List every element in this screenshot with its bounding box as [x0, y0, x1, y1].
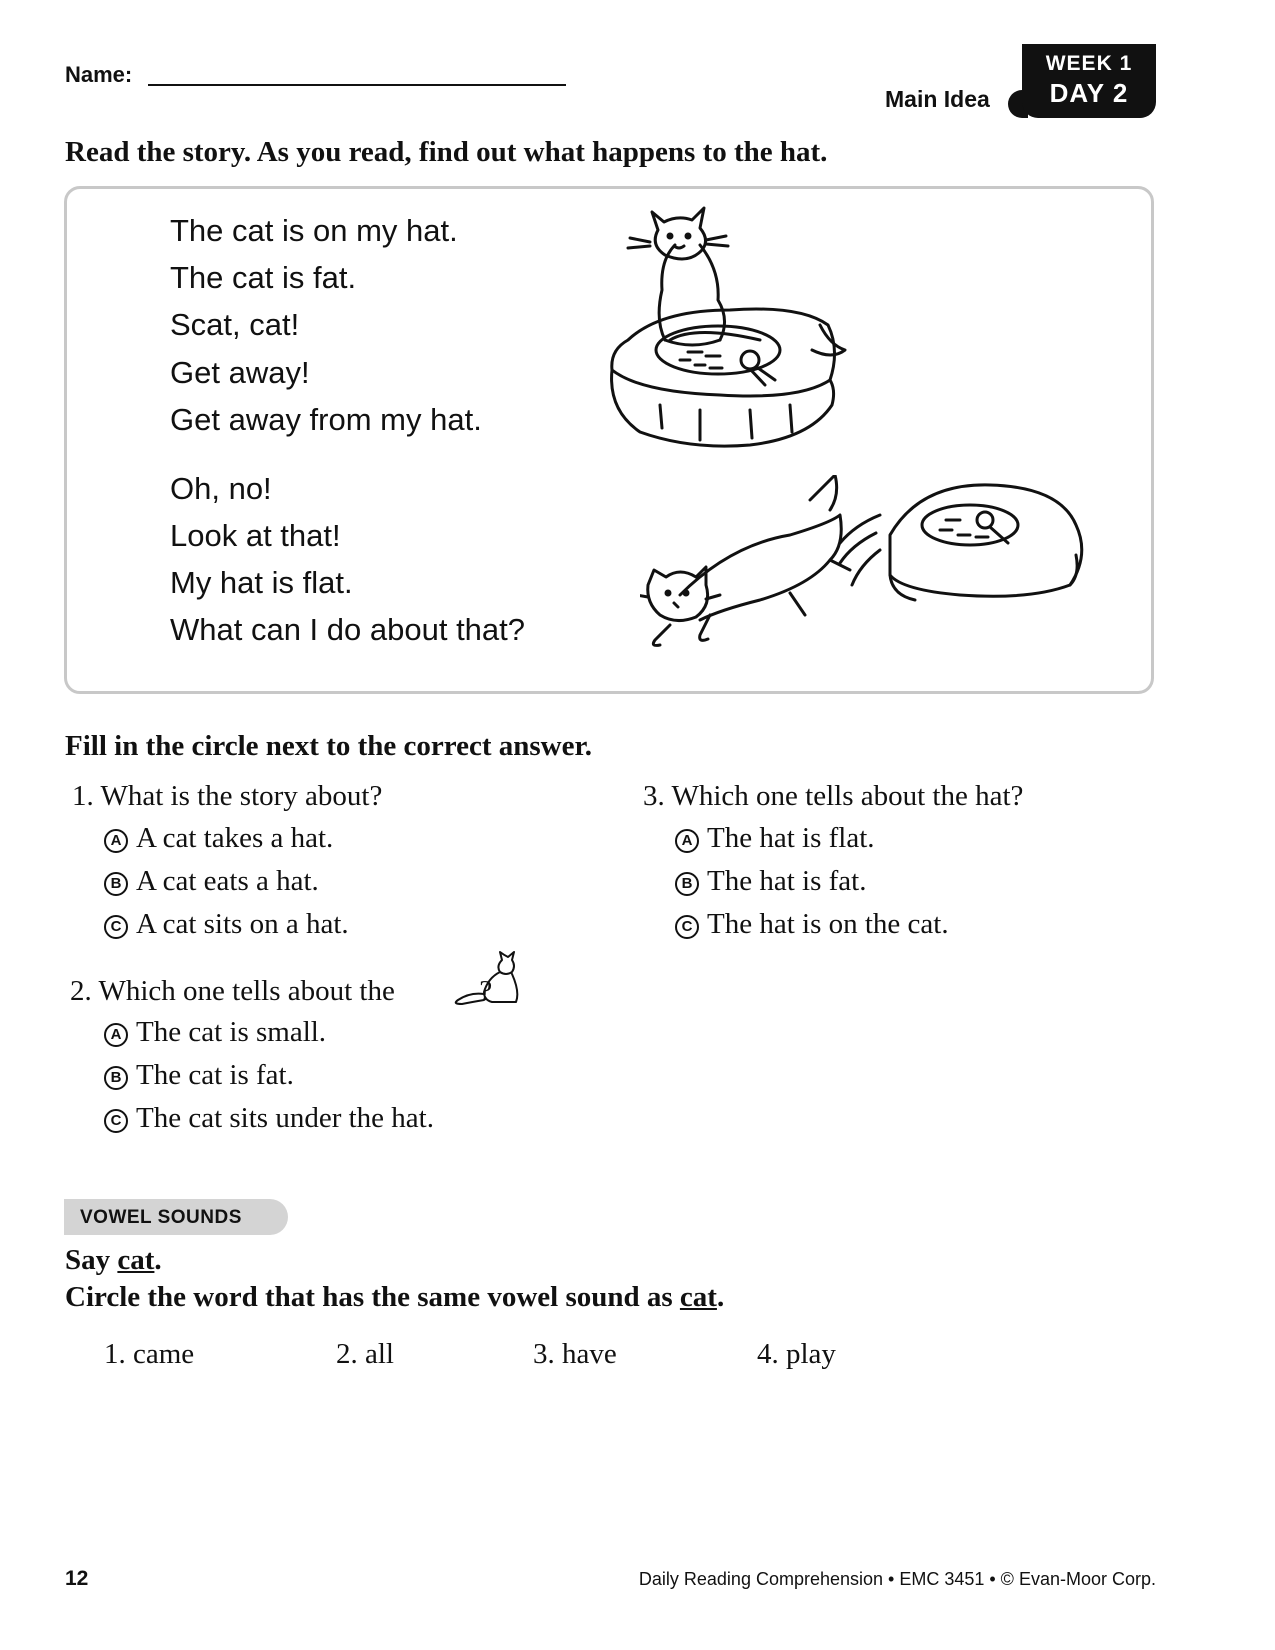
question-1: [72, 780, 382, 813]
copyright-credit: Daily Reading Comprehension • EMC 3451 • © Evan-Moor Corp.: [638, 1569, 1156, 1589]
vowel-word-choice[interactable]: 1. came: [104, 1338, 195, 1370]
circle-prefix: Circle the word that has the same vowel sound as: [65, 1281, 680, 1313]
answer-bubble-c[interactable]: C: [104, 915, 128, 939]
name-label: Name:: [65, 62, 133, 87]
answer-bubble-c[interactable]: C: [675, 915, 699, 939]
answer-bubble-b[interactable]: B: [675, 872, 699, 896]
story-line: The cat is on my hat.: [170, 213, 458, 248]
cat-on-hat-illustration: [600, 200, 870, 480]
story-line: My hat is flat.: [170, 565, 353, 600]
question-number: 1.: [72, 780, 94, 812]
question-text: What is the story about?: [100, 780, 383, 812]
option-text: A cat eats a hat.: [136, 865, 319, 897]
circle-word: cat: [679, 1281, 717, 1313]
answer-option[interactable]: [104, 908, 349, 941]
story-line: Scat, cat!: [170, 307, 300, 342]
option-text: The cat sits under the hat.: [136, 1102, 434, 1134]
story-line: Look at that!: [170, 518, 341, 553]
cat-icon: [448, 948, 526, 1006]
question-number: 2.: [70, 975, 92, 1007]
story-line: The cat is fat.: [170, 260, 357, 295]
answer-option[interactable]: [104, 865, 319, 898]
vowel-sounds-badge: VOWEL SOUNDS: [64, 1199, 288, 1235]
story-line: Get away from my hat.: [170, 402, 482, 437]
answer-bubble-a[interactable]: A: [104, 1023, 128, 1047]
answer-bubble-c[interactable]: C: [104, 1109, 128, 1133]
question-3: [643, 780, 1023, 813]
day-label: DAY 2: [1049, 78, 1129, 108]
say-suffix: .: [154, 1244, 162, 1276]
answer-option[interactable]: [675, 822, 875, 855]
say-word: cat: [117, 1244, 155, 1276]
answer-option[interactable]: [104, 1102, 434, 1135]
option-text: The hat is fat.: [707, 865, 867, 897]
answer-bubble-a[interactable]: A: [675, 829, 699, 853]
story-line: Oh, no!: [170, 471, 272, 506]
circle-instruction: [65, 1281, 724, 1314]
answer-option[interactable]: [675, 865, 866, 898]
answer-option[interactable]: [104, 1016, 326, 1049]
vowel-word-choice[interactable]: 4. play: [757, 1338, 836, 1370]
week-label: WEEK 1: [1045, 52, 1133, 75]
week-day-tab: [1022, 44, 1156, 118]
option-text: A cat takes a hat.: [136, 822, 334, 854]
page-number: 12: [65, 1567, 89, 1590]
answer-option[interactable]: [104, 822, 333, 855]
question-2: [70, 975, 492, 1008]
question-text: Which one tells about the: [98, 975, 395, 1007]
say-prefix: Say: [65, 1244, 118, 1276]
say-instruction: [65, 1244, 162, 1277]
vowel-word-choice[interactable]: 3. have: [533, 1338, 617, 1370]
option-text: The cat is fat.: [136, 1059, 294, 1091]
option-text: The hat is on the cat.: [707, 908, 949, 940]
question-number: 3.: [643, 780, 665, 812]
circle-suffix: .: [716, 1281, 725, 1313]
story-line: What can I do about that?: [170, 612, 526, 647]
answer-option[interactable]: [675, 908, 949, 941]
option-text: The hat is flat.: [707, 822, 875, 854]
answer-option[interactable]: [104, 1059, 294, 1092]
vowel-word-choice[interactable]: 2. all: [336, 1338, 394, 1370]
answer-instruction: Fill in the circle next to the correct answer.: [65, 730, 592, 762]
option-text: The cat is small.: [136, 1016, 327, 1048]
skill-label: Main Idea: [885, 86, 990, 112]
answer-bubble-b[interactable]: B: [104, 872, 128, 896]
option-text: A cat sits on a hat.: [136, 908, 349, 940]
question-text: Which one tells about the hat?: [671, 780, 1024, 812]
answer-bubble-a[interactable]: A: [104, 829, 128, 853]
cat-running-from-flat-hat-illustration: [640, 475, 1120, 675]
reading-instruction: Read the story. As you read, find out what happens to the hat.: [65, 136, 828, 168]
answer-bubble-b[interactable]: B: [104, 1066, 128, 1090]
name-write-line[interactable]: [148, 84, 566, 86]
question-end: ?: [479, 975, 493, 1007]
story-line: Get away!: [170, 355, 310, 390]
